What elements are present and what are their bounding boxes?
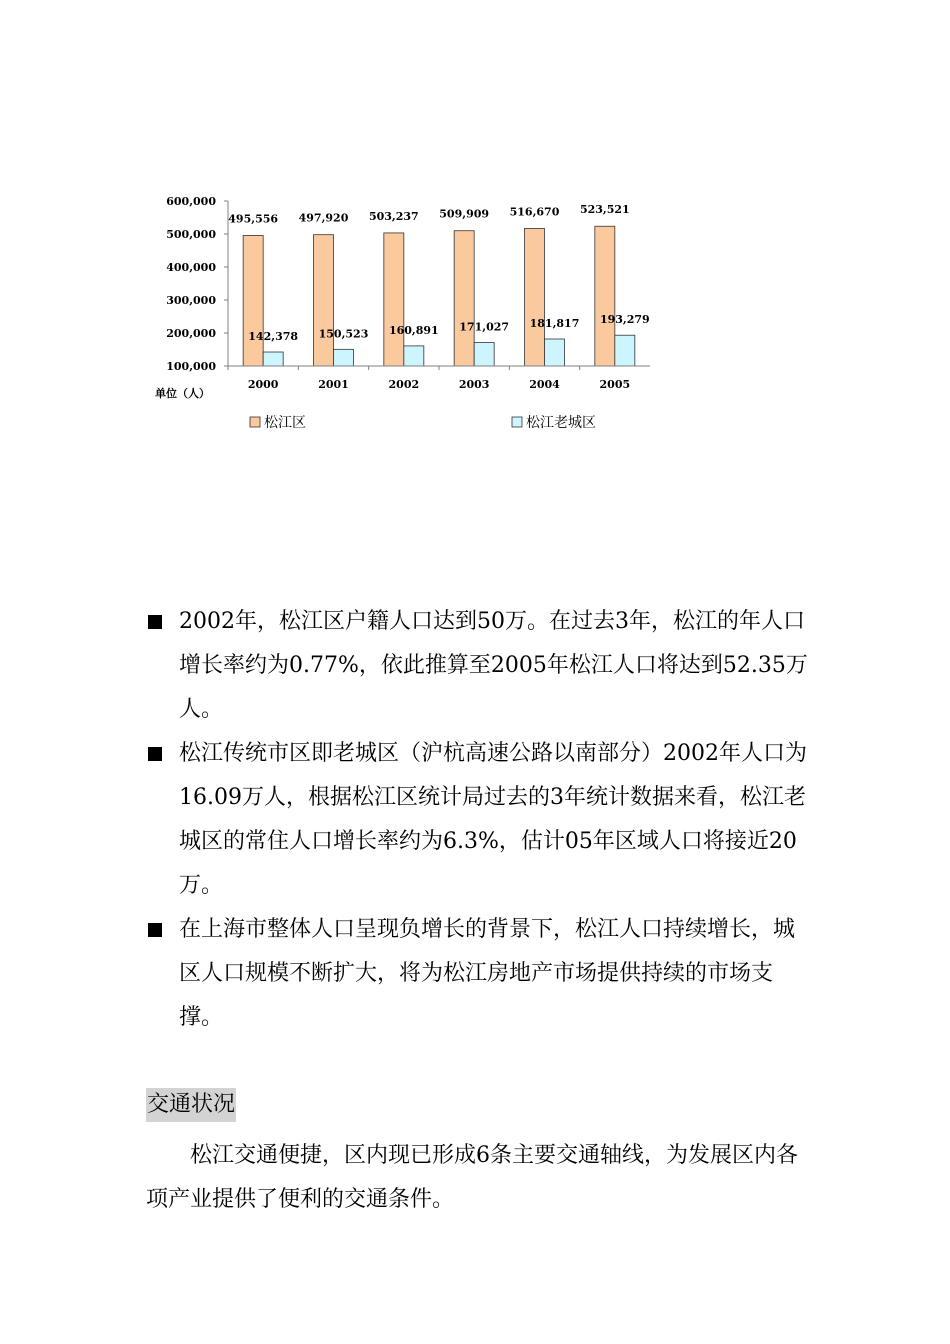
bar-old-town [545, 339, 565, 366]
bullet-item-3 [146, 908, 816, 1040]
y-axis [155, 195, 228, 400]
bar-old-town [474, 343, 494, 366]
data-label: 523,521 [579, 203, 630, 217]
y-tick-label: 500,000 [166, 228, 216, 241]
x-tick-label: 2002 [388, 378, 420, 391]
y-tick-label: 200,000 [166, 327, 216, 340]
bullet-text: 松江传统市区即老城区（沪杭高速公路以南部分）2002年人口为16.09万人，根据松江区统计局过去的3年统计数据来看，松江老城区的常住人口增长率约为6.3%，估计05年区域人口将接近20万。 [179, 741, 807, 898]
legend [250, 414, 596, 431]
bullet-square-icon [148, 615, 162, 629]
data-label: 509,909 [439, 207, 490, 221]
y-axis-unit-label: 单位（人） [155, 387, 210, 400]
bullet-item-2 [146, 732, 816, 908]
bar-songjiang [525, 228, 545, 366]
data-label: 516,670 [509, 205, 560, 219]
legend-label: 松江区 [264, 415, 306, 431]
data-label: 503,237 [368, 209, 419, 223]
bar-songjiang [243, 235, 263, 366]
x-tick-label: 2000 [247, 378, 279, 391]
bullet-text: 在上海市整体人口呈现负增长的背景下，松江人口持续增长，城区人口规模不断扩大，将为松江房地产市场提供持续的市场支撑。 [179, 917, 796, 1030]
x-tick-label: 2004 [529, 378, 560, 391]
bullet-item-1 [146, 600, 816, 732]
bullet-square-icon [148, 923, 162, 937]
x-tick-label: 2001 [318, 378, 349, 391]
data-label: 193,279 [599, 313, 650, 327]
bar-old-town [404, 346, 424, 366]
y-tick-label: 600,000 [166, 195, 216, 208]
bar-songjiang [314, 235, 334, 366]
bars [243, 226, 635, 366]
bar-songjiang [454, 231, 474, 366]
x-axis [228, 366, 650, 391]
data-label: 171,027 [459, 320, 510, 334]
x-tick-label: 2005 [599, 378, 631, 391]
data-label: 160,891 [388, 323, 439, 337]
bar-old-town [263, 352, 283, 366]
bar-songjiang [384, 233, 404, 366]
bullet-list [146, 600, 816, 1040]
bullet-square-icon [148, 747, 162, 761]
data-label: 150,523 [318, 327, 369, 341]
data-label: 495,556 [228, 212, 279, 226]
data-label: 497,920 [298, 211, 349, 225]
bar-songjiang [595, 226, 615, 366]
data-label: 142,378 [248, 330, 299, 344]
bar-old-town [615, 335, 635, 366]
y-tick-label: 300,000 [166, 294, 216, 307]
body-paragraph: 松江交通便捷，区内现已形成6条主要交通轴线，为发展区内各项产业提供了便利的交通条件。 [146, 1143, 798, 1212]
y-tick-label: 400,000 [166, 261, 216, 274]
data-labels [228, 203, 649, 343]
legend-label: 松江老城区 [526, 415, 596, 431]
data-label: 181,817 [529, 317, 580, 331]
population-bar-chart [0, 0, 950, 460]
x-tick-label: 2003 [458, 378, 490, 391]
section-heading: 交通状况 [146, 1088, 236, 1122]
legend-swatch [512, 417, 522, 427]
bar-old-town [334, 349, 354, 366]
y-tick-label: 100,000 [166, 360, 216, 373]
legend-swatch [250, 417, 260, 427]
bullet-text: 2002年，松江区户籍人口达到50万。在过去3年，松江的年人口增长率约为0.77%，依此推算至2005年松江人口将达到52.35万人。 [179, 609, 808, 722]
